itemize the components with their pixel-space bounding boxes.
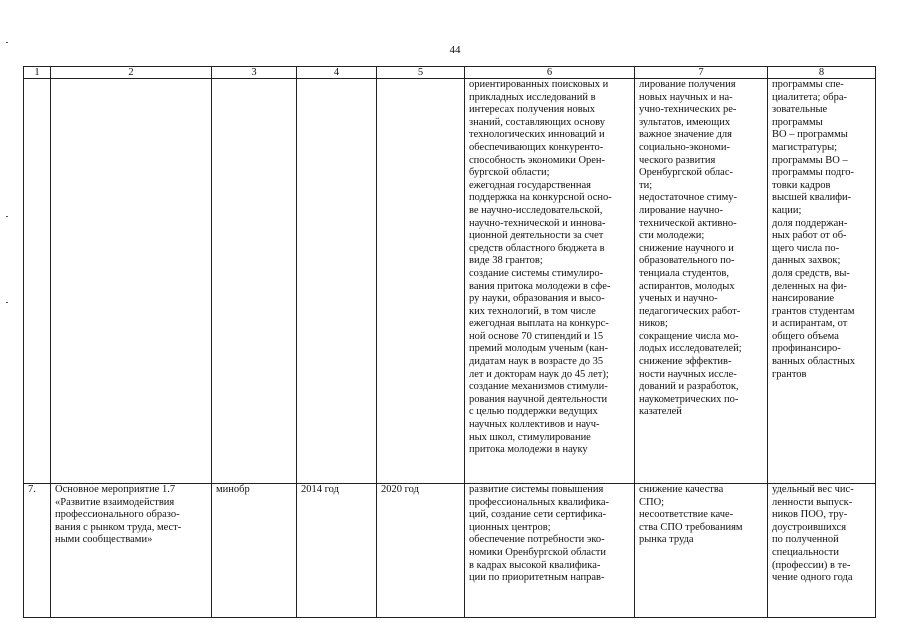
header-row — [24, 67, 876, 79]
col-header: 2 — [51, 67, 212, 79]
col-header: 4 — [297, 67, 377, 79]
indicators: программы спе- циалитета; обра- зовательные программы ВО – программы магистратуры; программы ВО – программы подго- товки кадров высшей квалифи- кации; доля поддержан- ных работ от об- щего числа по- данных захвок; доля средств, вы- деленных на фи- нансирование грантов студентам и аспирантам, от общего объема профинансиро- ванных областных грантов — [768, 79, 876, 484]
row-number — [24, 79, 51, 484]
col-header: 3 — [212, 67, 297, 79]
col-header: 5 — [377, 67, 465, 79]
expected-results: развитие системы повышения профессиональных квалифика- ций, создание сети сертифика- ционных центров; обеспечение потребности эко- номики Оренбургской области в кадрах высокой квалифика- ции по приоритетным направ- — [465, 484, 635, 618]
table-row — [24, 79, 876, 484]
indicators: удельный вес чис- ленности выпуск- ников ПОО, тру- доустроившихся по полученной специальности (профессии) в те- чение одного года — [768, 484, 876, 618]
end-year: 2020 год — [377, 484, 465, 618]
col-header: 7 — [635, 67, 768, 79]
consequences: лирование получения новых научных и на- учно-технических ре- зультатов, имеющих важное значение для социально-экономи- ческого развития Оренбургской облас- ти; недостаточное стиму- лирование научно- технической активно- сти молодежи; снижение научного и образовательного по- тенциала студентов, аспирантов, молодых ученых и научно- педагогических работ- ников; сокращение числа мо- лодых исследователей; снижение эффектив- ности научных иссле- дований и разработок, наукометрических по- казателей — [635, 79, 768, 484]
activity-name — [51, 79, 212, 484]
executor: минобр — [212, 484, 297, 618]
table-row — [24, 484, 876, 618]
margin-mark — [6, 42, 8, 43]
margin-mark — [6, 216, 8, 217]
start-year — [297, 79, 377, 484]
margin-mark — [6, 302, 8, 303]
end-year — [377, 79, 465, 484]
row-number: 7. — [24, 484, 51, 618]
activity-name: Основное мероприятие 1.7 «Развитие взаимодействия профессионального образо- вания с рынком труда, мест- ными сообществами» — [51, 484, 212, 618]
page-number: 44 — [449, 44, 461, 56]
program-table — [23, 66, 876, 618]
start-year: 2014 год — [297, 484, 377, 618]
consequences: снижение качества СПО; несоответствие каче- ства СПО требованиям рынка труда — [635, 484, 768, 618]
col-header: 6 — [465, 67, 635, 79]
col-header: 8 — [768, 67, 876, 79]
executor — [212, 79, 297, 484]
col-header: 1 — [24, 67, 51, 79]
expected-results: ориентированных поисковых и прикладных исследований в интересах получения новых знаний, составляющих основу технологических инноваций и обеспечивающих конкуренто- способность экономики Орен- бургской области; ежегодная государственная поддержка на конкурсной осно- ве научно-исследовательской, научно-технической и иннова- ционной деятельности за счет средств областного бюджета в виде 38 грантов; создание системы стимулиро- вания притока молодежи в сфе- ру науки, образования и высо- ких технологий, в том числе ежегодная выплата на конкурс- ной основе 70 стипендий и 15 премий молодым ученым (кан- дидатам наук в возрасте до 35 лет и докторам наук до 45 лет); создание механизмов стимули- рования научной деятельности с целью поддержки ведущих научных коллективов и науч- ных школ, стимулирование притока молодежи в науку — [465, 79, 635, 484]
